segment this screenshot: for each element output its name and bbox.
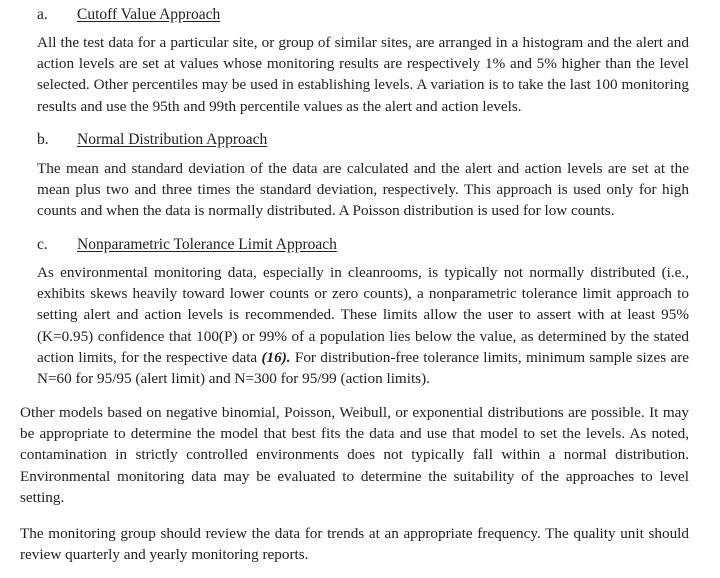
section-c-body-text: As environmental monitoring data, especially in cleanrooms, is typically not normally distributed (i.e., exhibits skews heavily toward lower counts or zero counts), a nonparametric tolerance limit approach to setting alert and action levels is recommended. These limits allow the user to assert with at least 95% (K=0.95) confidence that 100(P) or 99% of a population lies below the value, as determined by the stated action limits, for the respective data: [37, 264, 689, 366]
section-a-letter: a.: [37, 6, 48, 23]
section-a-title: Cutoff Value Approach: [77, 6, 221, 23]
section-b-letter: b.: [37, 131, 49, 148]
monitoring-review-paragraph: The monitoring group should review the data for trends at an appropriate frequency. The quality unit should review quarterly and yearly monitoring reports.: [20, 525, 689, 564]
section-c-body-continued: For distribution-free tolerance limits, minimum sample sizes are N=60 for 95/95 (alert limit) and N=300 for 95/99 (action limits).: [37, 348, 690, 388]
section-b-body: The mean and standard deviation of the data are calculated and the alert and action levels are set at the mean plus two and three times the standard deviation, respectively. This approach is used only for high counts and when the data is normally distributed. A Poisson distribution is used for low counts.: [37, 160, 689, 220]
section-b-heading: [37, 130, 267, 150]
section-a-heading: [37, 5, 220, 25]
citation-reference: (16).: [261, 348, 291, 366]
section-a-body: All the test data for a particular site, or group of similar sites, are arranged in a histogram and the alert and action levels are set at values whose monitoring results are respectively 1% and 5% higher than the level selected. Other percentiles may be used in establishing levels. A variation is to take the last 100 monitoring results and use the 95th and 99th percentile values as the alert and action levels.: [37, 34, 689, 115]
models-paragraph: Other models based on negative binomial, Poisson, Weibull, or exponential distributions are possible. It may be appropriate to determine the model that best fits the data and use that model to set the levels. As noted, contamination in strictly controlled environments does not typically fall within a normal distribution. Environmental monitoring data may be evaluated to determine the suitability of the approaches to level setting.: [20, 404, 689, 506]
section-c-body: [37, 262, 689, 389]
section-c-title: Nonparametric Tolerance Limit Approach: [77, 236, 337, 253]
section-b-title: Normal Distribution Approach: [77, 131, 268, 148]
section-c-heading: [37, 235, 337, 255]
section-c-letter: c.: [37, 236, 48, 253]
